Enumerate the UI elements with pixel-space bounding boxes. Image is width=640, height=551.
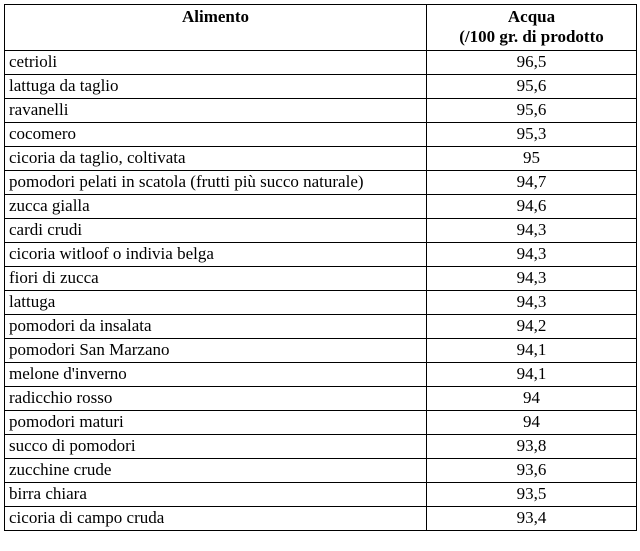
table-row [5,51,637,75]
food-name-cell: ravanelli [5,99,427,123]
table-row [5,195,637,219]
food-name-cell: fiori di zucca [5,267,427,291]
header-food [5,5,427,51]
water-value-cell: 93,8 [427,435,637,459]
food-name-cell: cardi crudi [5,219,427,243]
food-name-cell: lattuga da taglio [5,75,427,99]
water-value-cell: 94 [427,387,637,411]
table-row [5,99,637,123]
food-name-cell: succo di pomodori [5,435,427,459]
water-content-table [4,4,637,531]
water-value-cell: 94 [427,411,637,435]
food-name-cell: pomodori maturi [5,411,427,435]
water-value-cell: 94,3 [427,243,637,267]
table-row [5,147,637,171]
table-row [5,123,637,147]
header-water [427,5,637,51]
water-value-cell: 94,1 [427,363,637,387]
food-name-cell: cetrioli [5,51,427,75]
header-water-label: Acqua [507,7,556,26]
table-row [5,267,637,291]
table-row [5,339,637,363]
water-value-cell: 94,3 [427,267,637,291]
table-row [5,459,637,483]
table-row [5,483,637,507]
water-value-cell: 95 [427,147,637,171]
water-value-cell: 93,6 [427,459,637,483]
water-value-cell: 94,1 [427,339,637,363]
food-name-cell: lattuga [5,291,427,315]
water-value-cell: 95,6 [427,75,637,99]
food-name-cell: birra chiara [5,483,427,507]
food-name-cell: cicoria da taglio, coltivata [5,147,427,171]
header-row [5,5,637,51]
header-food-label: Alimento [181,7,250,26]
food-name-cell: zucchine crude [5,459,427,483]
food-name-cell: melone d'inverno [5,363,427,387]
table-row [5,171,637,195]
water-value-cell: 93,4 [427,507,637,531]
food-name-cell: pomodori da insalata [5,315,427,339]
table-row [5,75,637,99]
water-value-cell: 96,5 [427,51,637,75]
food-name-cell: cicoria di campo cruda [5,507,427,531]
table-row [5,507,637,531]
food-name-cell: cicoria witloof o indivia belga [5,243,427,267]
table-row [5,243,637,267]
food-name-cell: cocomero [5,123,427,147]
water-value-cell: 95,3 [427,123,637,147]
table-row [5,219,637,243]
food-name-cell: radicchio rosso [5,387,427,411]
table-row [5,435,637,459]
food-name-cell: zucca gialla [5,195,427,219]
food-name-cell: pomodori pelati in scatola (frutti più succo naturale) [5,171,427,195]
table-row [5,411,637,435]
table-body [5,51,637,531]
water-value-cell: 94,3 [427,291,637,315]
water-value-cell: 94,7 [427,171,637,195]
water-value-cell: 94,3 [427,219,637,243]
water-value-cell: 94,2 [427,315,637,339]
table-row [5,315,637,339]
table-row [5,363,637,387]
water-value-cell: 95,6 [427,99,637,123]
food-name-cell: pomodori San Marzano [5,339,427,363]
table-row [5,387,637,411]
header-water-unit: (/100 gr. di prodotto [459,27,604,46]
table-header [5,5,637,51]
water-value-cell: 93,5 [427,483,637,507]
table-row [5,291,637,315]
water-value-cell: 94,6 [427,195,637,219]
